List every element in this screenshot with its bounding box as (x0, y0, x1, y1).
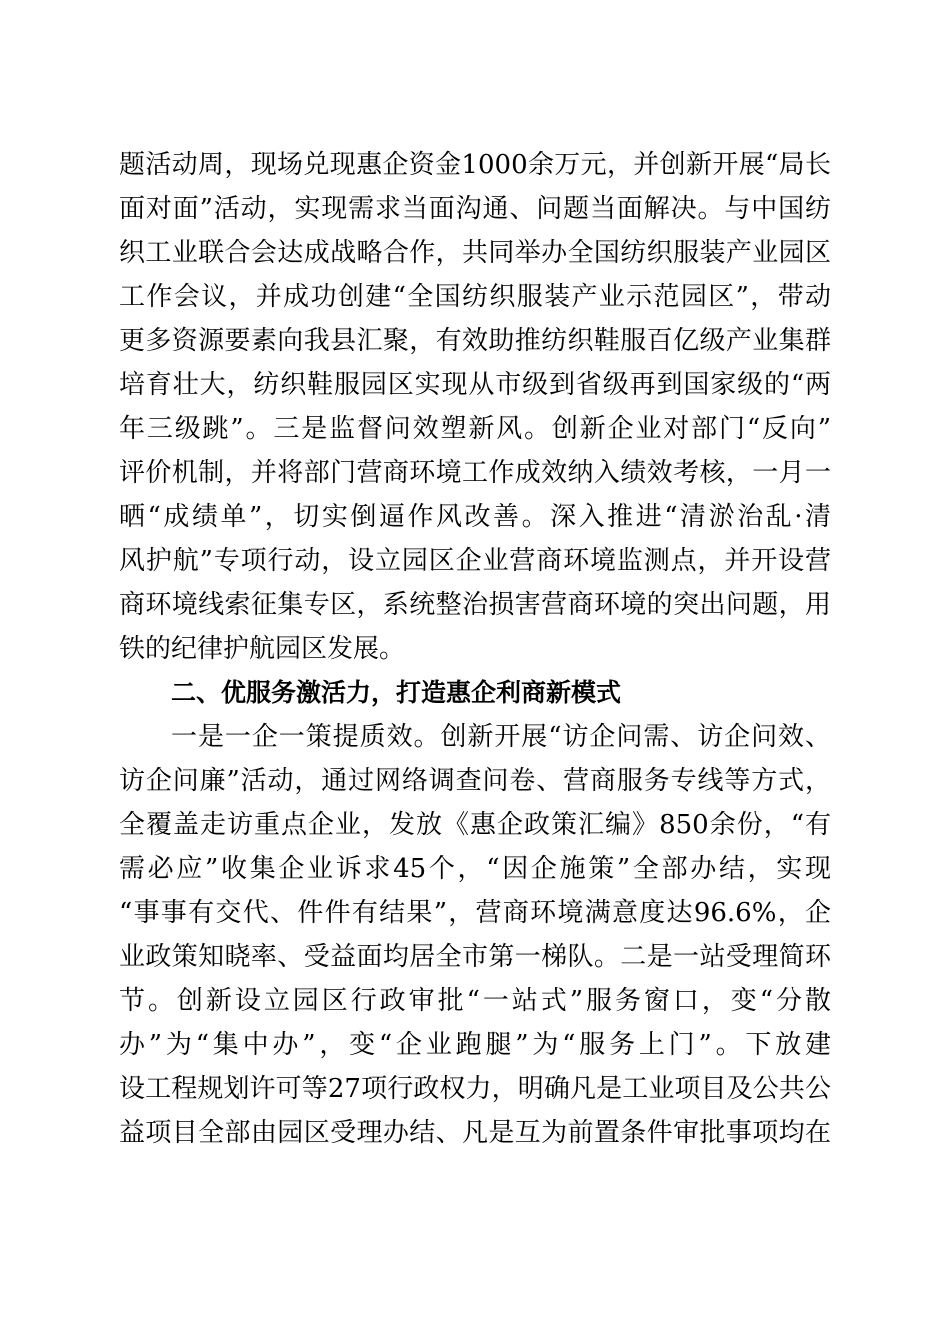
paragraph-1-line-4: 工作会议，并成功创建“全国纺织服装产业示范园区”，带动 (119, 282, 831, 312)
paragraph-2-line-2: 访企问廉”活动，通过网络调查问卷、营商服务专线等方式， (119, 766, 831, 796)
paragraph-2-line-5: “事事有交代、件件有结果”，营商环境满意度达96.6%，企 (119, 898, 831, 928)
paragraph-2-line-7: 节。创新设立园区行政审批“一站式”服务窗口，变“分散 (119, 986, 831, 1016)
paragraph-2-line-3: 全覆盖走访重点企业，发放《惠企政策汇编》850余份，“有 (119, 810, 831, 840)
paragraph-1-line-8: 评价机制，并将部门营商环境工作成效纳入绩效考核，一月一 (119, 458, 831, 488)
paragraph-1-line-6: 培育壮大，纺织鞋服园区实现从市级到省级再到国家级的“两 (119, 370, 831, 400)
paragraph-1-line-3: 织工业联合会达成战略合作，共同举办全国纺织服装产业园区 (119, 238, 831, 268)
paragraph-1-line-2: 面对面”活动，实现需求当面沟通、问题当面解决。与中国纺 (119, 194, 831, 224)
paragraph-2-line-9: 设工程规划许可等27项行政权力，明确凡是工业项目及公共公 (119, 1074, 831, 1104)
paragraph-1-line-5: 更多资源要素向我县汇聚，有效助推纺织鞋服百亿级产业集群 (119, 326, 831, 356)
paragraph-2-line-4: 需必应”收集企业诉求45个，“因企施策”全部办结，实现 (119, 854, 831, 884)
paragraph-2-line-6: 业政策知晓率、受益面均居全市第一梯队。二是一站受理简环 (119, 942, 831, 972)
paragraph-1-line-11: 商环境线索征集专区，系统整治损害营商环境的突出问题，用 (119, 590, 831, 620)
section-heading: 二、优服务激活力，打造惠企利商新模式 (171, 678, 622, 707)
paragraph-1-line-10: 风护航”专项行动，设立园区企业营商环境监测点，并开设营 (119, 546, 831, 576)
paragraph-2-line-8: 办”为“集中办”，变“企业跑腿”为“服务上门”。下放建 (119, 1030, 831, 1060)
paragraph-1-line-9: 晒“成绩单”，切实倒逼作风改善。深入推进“清淤治乱·清 (119, 502, 831, 532)
paragraph-2-line-1: 一是一企一策提质效。创新开展“访企问需、访企问效、 (171, 722, 831, 752)
paragraph-1-line-7: 年三级跳”。三是监督问效塑新风。创新企业对部门“反向” (119, 414, 831, 444)
paragraph-1-line-12: 铁的纪律护航园区发展。 (119, 634, 406, 664)
paragraph-2-line-10: 益项目全部由园区受理办结、凡是互为前置条件审批事项均在 (119, 1118, 831, 1148)
paragraph-1-line-1: 题活动周，现场兑现惠企资金1000余万元，并创新开展“局长 (119, 150, 831, 180)
